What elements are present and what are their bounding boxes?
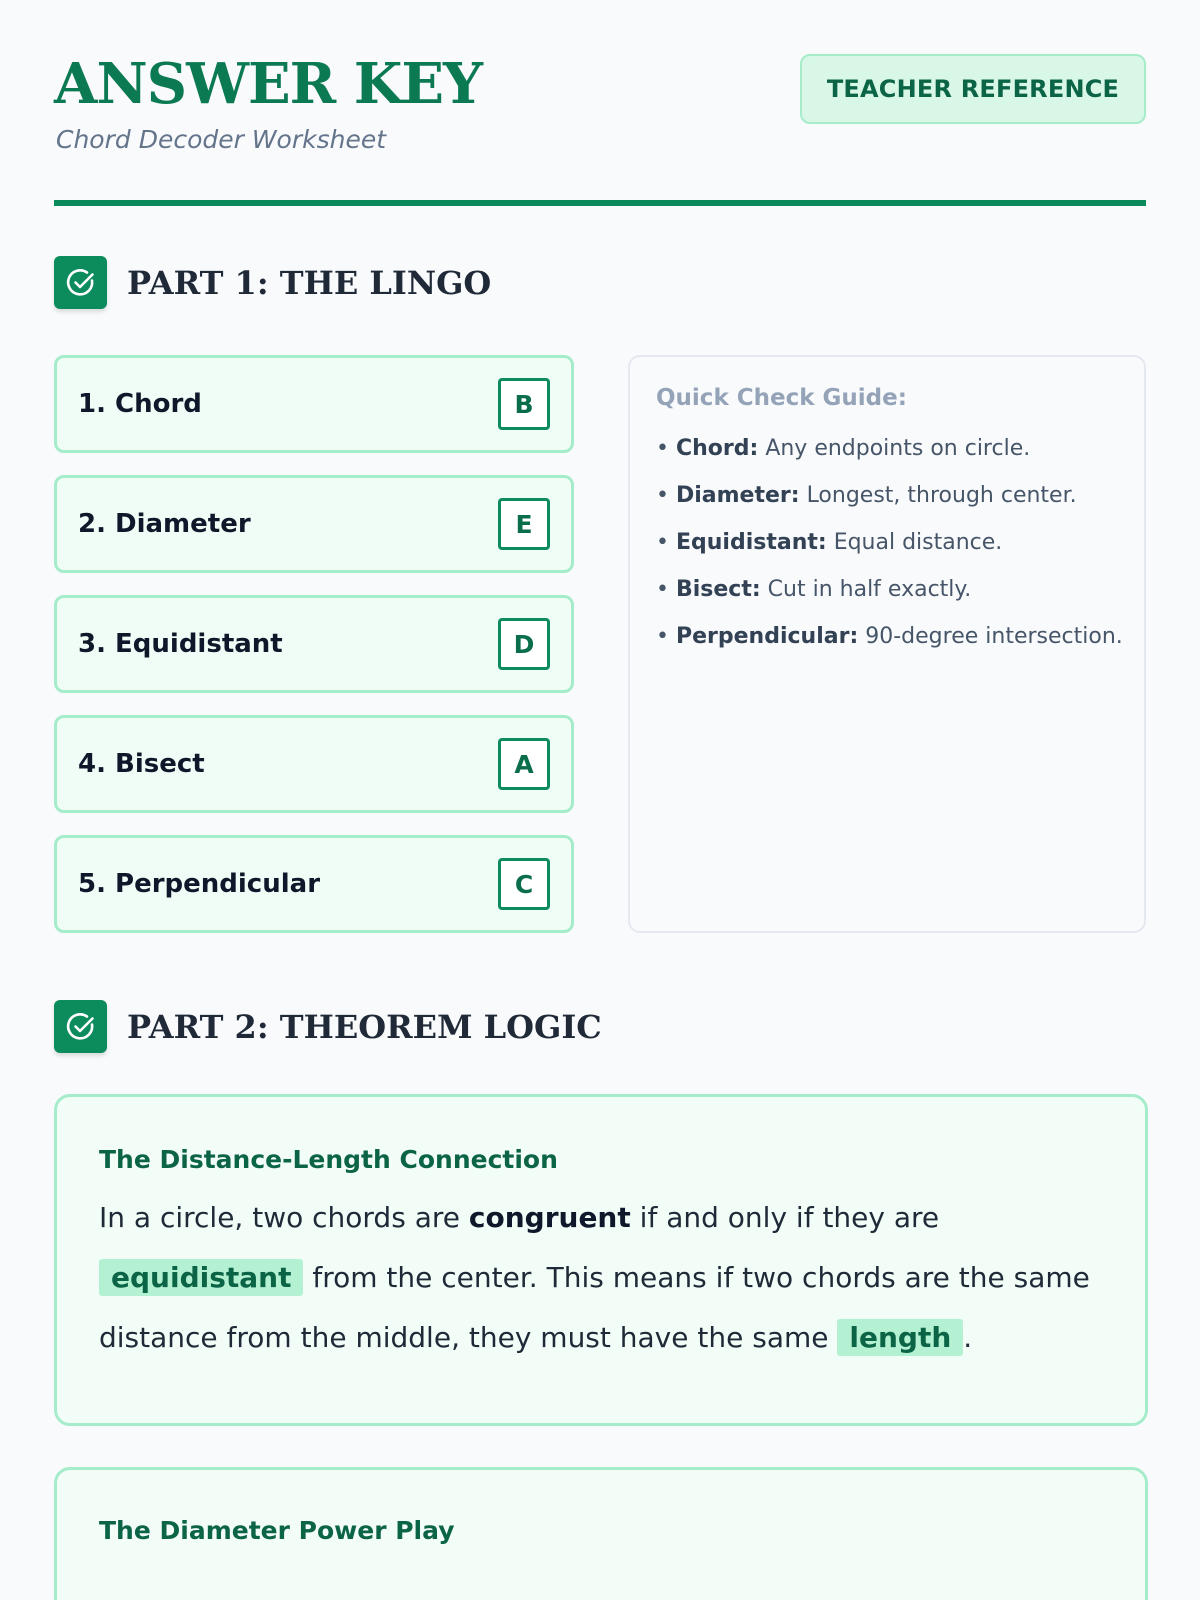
part1-title: PART 1: THE LINGO	[127, 263, 492, 302]
theorem-card-distance-length	[54, 1094, 1148, 1426]
match-row-bisect	[54, 715, 574, 813]
answer-highlight-length: length	[837, 1319, 963, 1356]
answer-highlight-equidistant: equidistant	[99, 1259, 303, 1296]
part1-heading	[54, 256, 491, 309]
quick-check-guide	[628, 355, 1146, 933]
teacher-reference-badge: TEACHER REFERENCE	[800, 54, 1146, 124]
answer-box: E	[498, 498, 550, 550]
page-subtitle: Chord Decoder Worksheet	[56, 125, 387, 154]
body-text: if and only if they are	[630, 1201, 940, 1234]
guide-term: Perpendicular:	[675, 624, 859, 649]
match-row-diameter	[54, 475, 574, 573]
match-row-chord	[54, 355, 574, 453]
check-circle-icon	[54, 1000, 107, 1053]
body-text: .	[963, 1321, 973, 1354]
guide-desc: Any endpoints on circle.	[765, 436, 1031, 461]
guide-desc: 90-degree intersection.	[865, 624, 1123, 649]
guide-item: • Bisect: Cut in half exactly.	[656, 577, 972, 602]
term-congruent: congruent	[468, 1201, 631, 1234]
guide-term: Bisect:	[675, 577, 761, 602]
match-row-perpendicular	[54, 835, 574, 933]
answer-box: C	[498, 858, 550, 910]
guide-item: • Equidistant: Equal distance.	[656, 530, 1003, 555]
guide-item: • Chord: Any endpoints on circle.	[656, 436, 1031, 461]
guide-desc: Longest, through center.	[806, 483, 1077, 508]
body-text: In a circle, two chords are	[99, 1201, 469, 1234]
match-term: 5. Perpendicular	[78, 869, 321, 899]
guide-desc: Cut in half exactly.	[767, 577, 972, 602]
match-term: 2. Diameter	[78, 509, 251, 539]
guide-item: • Perpendicular: 90-degree intersection.	[656, 624, 1123, 649]
part2-heading	[54, 1000, 602, 1053]
guide-term: Equidistant:	[675, 530, 827, 555]
guide-term: Chord:	[675, 436, 759, 461]
match-term: 4. Bisect	[78, 749, 205, 779]
answer-box: D	[498, 618, 550, 670]
guide-term: Diameter:	[675, 483, 800, 508]
card-body	[99, 1188, 1103, 1368]
part2-title: PART 2: THEOREM LOGIC	[127, 1007, 602, 1046]
guide-desc: Equal distance.	[833, 530, 1003, 555]
guide-item: • Diameter: Longest, through center.	[656, 483, 1077, 508]
match-term: 3. Equidistant	[78, 629, 283, 659]
answer-box: B	[498, 378, 550, 430]
page-header	[54, 0, 1146, 206]
match-row-equidistant	[54, 595, 574, 693]
match-term: 1. Chord	[78, 389, 202, 419]
body-text: from the center. This means if two chords are the same distance from the middle, they must have the same	[99, 1261, 1090, 1354]
matching-list	[54, 355, 574, 955]
check-circle-icon	[54, 256, 107, 309]
guide-title: Quick Check Guide:	[656, 385, 907, 411]
page-title: ANSWER KEY	[54, 51, 483, 117]
card-title: The Distance-Length Connection	[99, 1145, 558, 1174]
theorem-card-diameter-power-play	[54, 1467, 1148, 1600]
card-title: The Diameter Power Play	[99, 1516, 455, 1545]
answer-box: A	[498, 738, 550, 790]
